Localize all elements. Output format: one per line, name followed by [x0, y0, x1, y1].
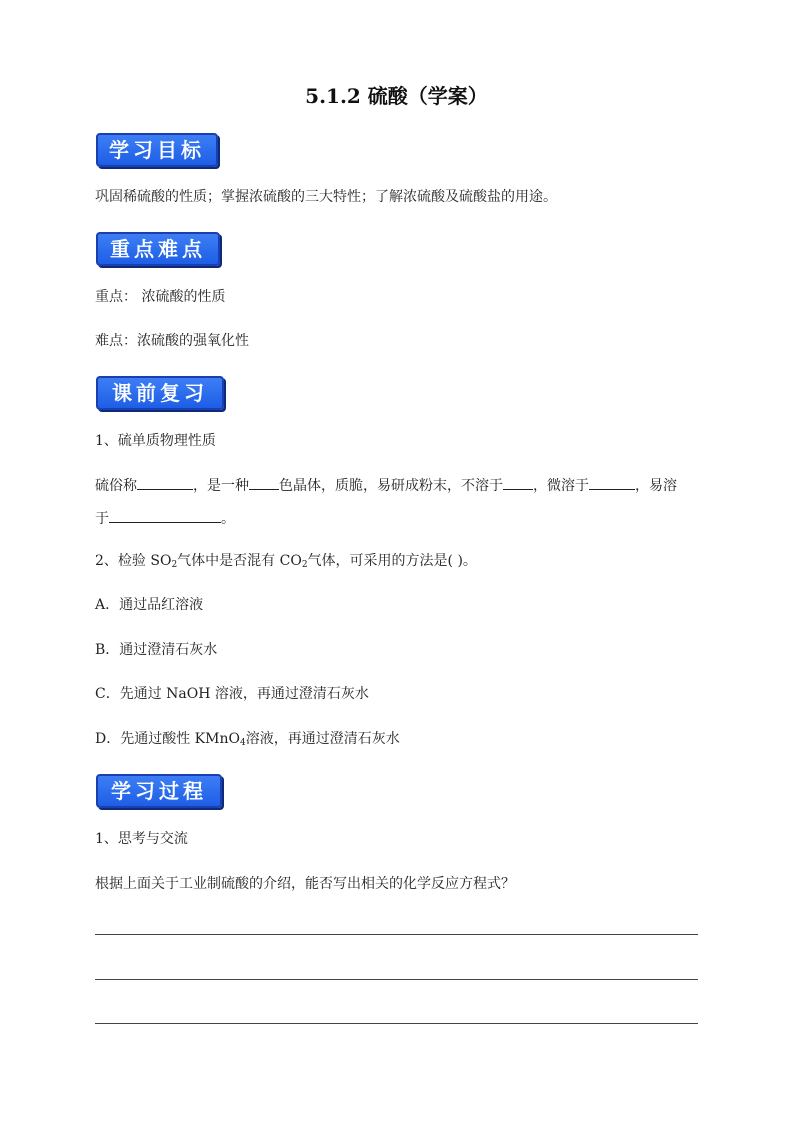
- option-d: [95, 729, 400, 753]
- review-q1-line1: [95, 475, 677, 496]
- focus-key-text: 重点： 浓硫酸的性质: [95, 289, 226, 305]
- q1-text-part5: ，易溶: [635, 478, 677, 494]
- q1-text-part4: ，微溶于: [533, 478, 589, 494]
- blank-insoluble-in[interactable]: [503, 475, 533, 490]
- q1-text-part6: 于: [95, 511, 109, 527]
- goal-text: 巩固稀硫酸的性质；掌握浓硫酸的三大特性；了解浓硫酸及硫酸盐的用途。: [95, 189, 557, 205]
- review-q2: [95, 551, 477, 575]
- blank-color[interactable]: [249, 475, 279, 490]
- section-process-badge: 学习过程: [96, 774, 222, 808]
- q2-text-a: 2、检验 SO: [95, 553, 172, 569]
- q1-text-part7: 。: [221, 511, 235, 527]
- q1-text-part3: 色晶体，质脆，易研成粉末，不溶于: [279, 478, 503, 494]
- answer-line-1[interactable]: [95, 934, 698, 935]
- option-d-subscript: 4: [239, 738, 246, 748]
- q2-text-c: 气体，可采用的方法是( )。: [307, 553, 477, 569]
- q1-text-part1: 硫俗称: [95, 478, 137, 494]
- q1-text-part2: ，是一种: [193, 478, 249, 494]
- process-item1: 1、思考与交流: [95, 831, 188, 847]
- review-q1-title: 1、硫单质物理性质: [95, 433, 216, 449]
- option-a: A．通过品红溶液: [95, 597, 204, 613]
- blank-slightly-soluble-in[interactable]: [589, 475, 635, 490]
- q2-subscript-1: 2: [171, 560, 178, 570]
- blank-common-name[interactable]: [137, 475, 193, 490]
- answer-line-2[interactable]: [95, 979, 698, 980]
- review-q1-line2: [95, 508, 235, 529]
- option-d-text-b: 溶液，再通过澄清石灰水: [245, 731, 400, 747]
- section-review-badge: 课前复习: [96, 376, 224, 410]
- option-b: B．通过澄清石灰水: [95, 642, 218, 658]
- section-goal-badge: 学习目标: [96, 133, 218, 167]
- process-question: 根据上面关于工业制硫酸的介绍，能否写出相关的化学反应方程式？: [95, 876, 515, 892]
- focus-hard-text: 难点：浓硫酸的强氧化性: [95, 333, 249, 349]
- option-d-text-a: D．先通过酸性 KMnO: [95, 731, 240, 747]
- q2-subscript-2: 2: [301, 560, 308, 570]
- section-focus-badge: 重点难点: [96, 232, 220, 266]
- option-c: C．先通过 NaOH 溶液，再通过澄清石灰水: [95, 686, 369, 702]
- page-title: 5.1.2 硫酸（学案）: [305, 84, 488, 108]
- answer-line-3[interactable]: [95, 1023, 698, 1024]
- blank-soluble-in[interactable]: [109, 508, 221, 523]
- q2-text-b: 气体中是否混有 CO: [177, 553, 302, 569]
